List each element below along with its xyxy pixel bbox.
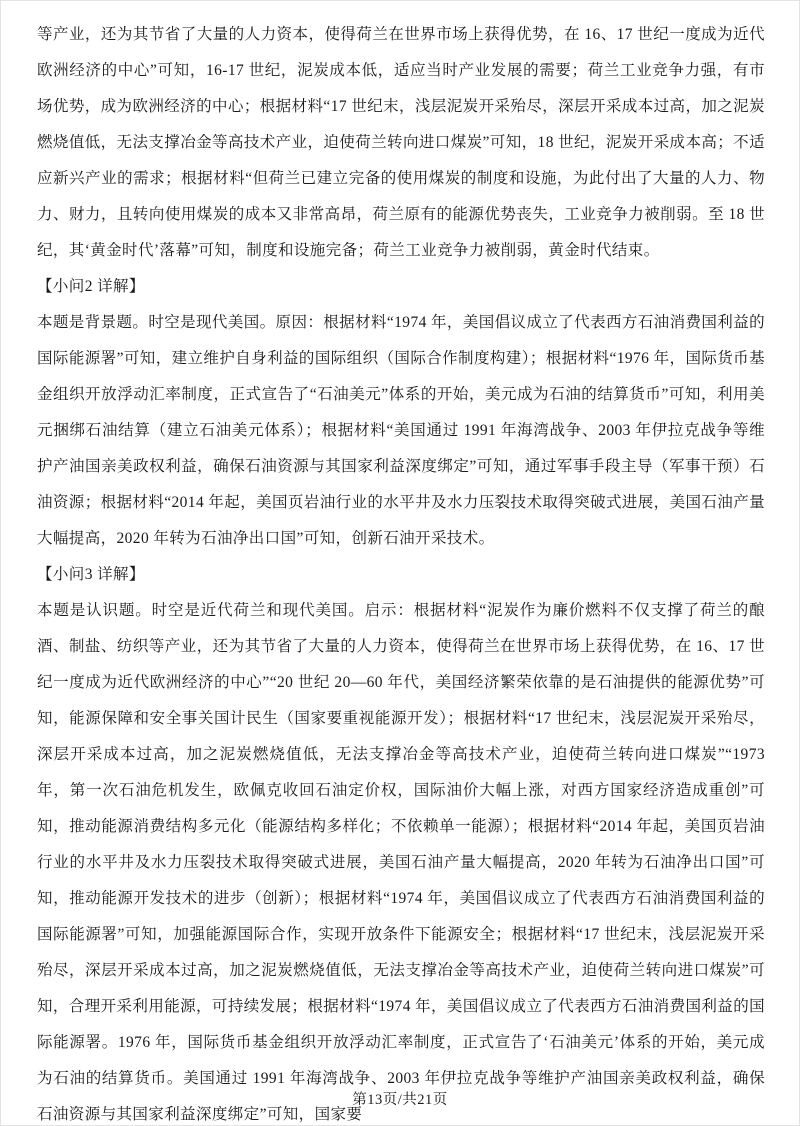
paragraph-answer-q2: 本题是背景题。时空是现代美国。原因：根据材料“1974 年，美国倡议成立了代表西方石油消费国利益的国际能源署”可知，建立维护自身利益的国际组织（国际合作制度构建）；根据材料“1976 年，国际货币基金组织开放浮动汇率制度，正式宣告了“石油美元”体系的开始，美元成为石油的结算货币”可知，利用美元捆绑石油结算（建立石油美元体系）；根据材料“美国通过 1991 年海湾战争、2003 年伊拉克战争等维护产油国亲美政权利益，确保石油资源与其国家利益深度绑定”可知，通过军事手段主导（军事干预）石油资源；根据材料“2014 年起，美国页岩油行业的水平井及水力压裂技术取得突破式进展，美国石油产量大幅提高，2020 年转为石油净出口国”可知，创新石油开采技术。 — [37, 314, 765, 547]
document-content — [37, 17, 765, 1126]
paragraph-answer-q3: 本题是认识题。时空是近代荷兰和现代美国。启示：根据材料“泥炭作为廉价燃料不仅支撑了荷兰的酿酒、制盐、纺织等产业，还为其节省了大量的人力资本，使得荷兰在世界市场上获得优势，在 16、17 世纪一度成为近代欧洲经济的中心”“20 世纪 20—60 年代，美国经济繁荣依靠的是石油提供的能源优势”可知，能源保障和安全事关国计民生（国家要重视能源开发）；根据材料“17 世纪末，浅层泥炭开采殆尽，深层开采成本过高，加之泥炭燃烧值低，无法支撑冶金等高技术产业，迫使荷兰转向进口煤炭”“1973 年，第一次石油危机发生，欧佩克收回石油定价权，国际油价大幅上涨，对西方国家经济造成重创”可知，推动能源消费结构多元化（能源结构多样化；不依赖单一能源）；根据材料“2014 年起，美国页岩油行业的水平井及水力压裂技术取得突破式进展，美国石油产量大幅提高，2020 年转为石油净出口国”可知，推动能源开发技术的进步（创新）；根据材料“1974 年，美国倡议成立了代表西方石油消费国利益的国际能源署”可知，加强能源国际合作，实现开放条件下能源安全；根据材料“17 世纪末，浅层泥炭开采殆尽，深层开采成本过高，加之泥炭燃烧值低，无法支撑冶金等高技术产业，迫使荷兰转向进口煤炭”可知，合理开采利用能源，可持续发展；根据材料“1974 年，美国倡议成立了代表西方石油消费国利益的国际能源署。1976 年，国际货币基金组织开放浮动汇率制度，正式宣告了‘石油美元’体系的开始，美元成为石油的结算货币。美国通过 1991 年海湾战争、2003 年伊拉克战争等维护产油国亲美政权利益，确保石油资源与其国家利益深度绑定”可知，国家要 — [37, 602, 765, 1123]
page-footer: 第13页/共21页 — [352, 1092, 448, 1108]
section-heading-q2: 【小问2 详解】 — [37, 278, 145, 295]
paragraph-answer-q1: 等产业，还为其节省了大量的人力资本，使得荷兰在世界市场上获得优势，在 16、17 世纪一度成为近代欧洲经济的中心”可知，16-17 世纪，泥炭成本低，适应当时产业发展的需要；荷兰工业竞争力强，有市场优势，成为欧洲经济的中心；根据材料“17 世纪末，浅层泥炭开采殆尽，深层开采成本过高，加之泥炭燃烧值低，无法支撑冶金等高技术产业，迫使荷兰转向进口煤炭”可知，18 世纪，泥炭开采成本高；不适应新兴产业的需求；根据材料“但荷兰已建立完备的使用煤炭的制度和设施，为此付出了大量的人力、物力、财力，且转向使用煤炭的成本又非常高昂，荷兰原有的能源优势丧失，工业竞争力被削弱。至 18 世纪，其‘黄金时代’落幕”可知，制度和设施完备；荷兰工业竞争力被削弱，黄金时代结束。 — [37, 26, 765, 259]
section-heading-q3: 【小问3 详解】 — [37, 566, 145, 583]
